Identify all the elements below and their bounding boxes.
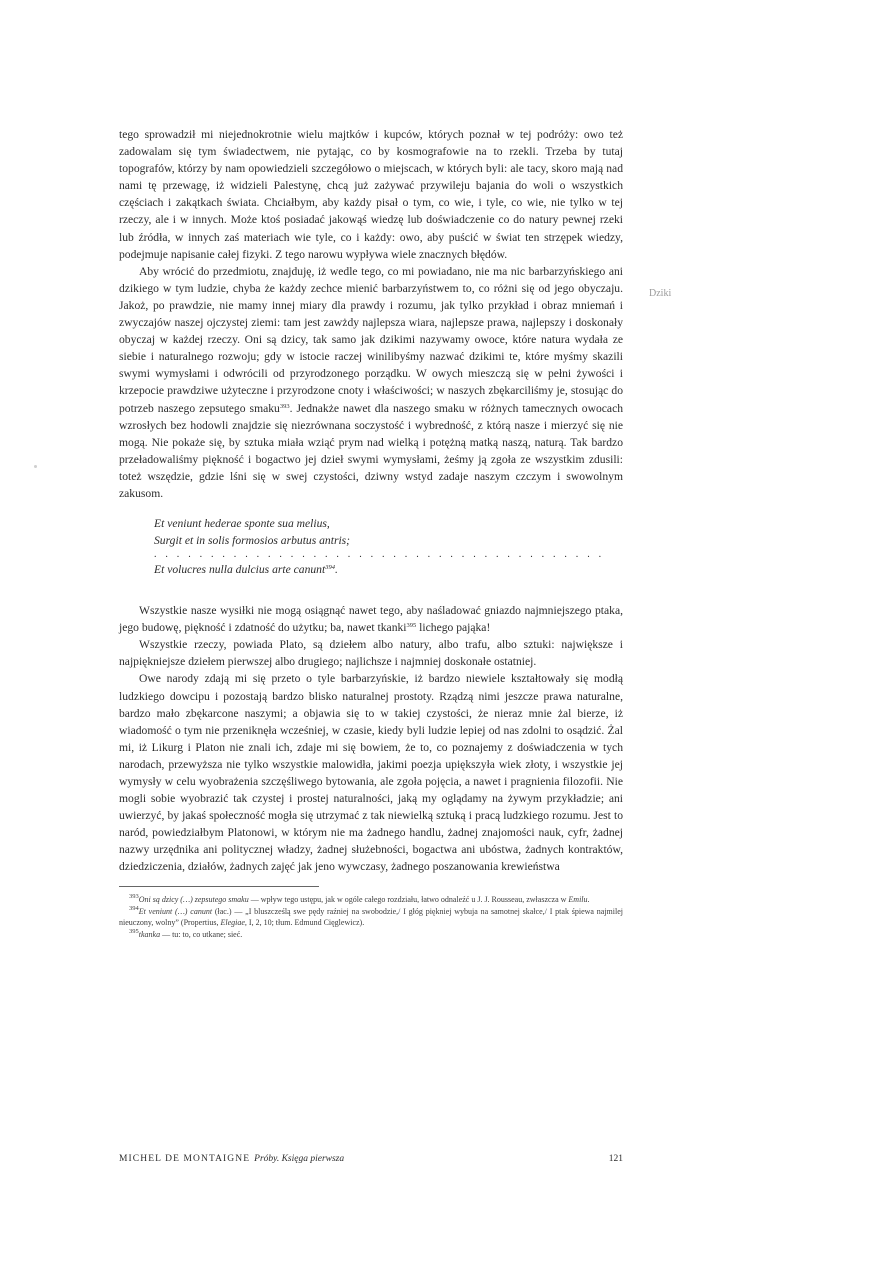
footnote-text: — tu: to, co utkane; sieć. [160, 929, 243, 939]
footnote-ref-394[interactable]: 394 [325, 564, 335, 572]
footnote-end: , I, 2, 10; tłum. Edmund Cięglewicz). [244, 917, 365, 927]
paragraph-5: Owe narody zdają mi się przeto o tyle barbarzyńskie, iż bardzo niewiele kształtowały się modłą ludzkiego dowcipu i pozostają bardzo blisko naturalnej prostoty. Rządzą nimi jeszcze prawa naturalne, bardzo mało zbękarcone naszymi; a objawia się to w takiej czystości, że nieraz mnie żal bierze, iż wiadomość o tym nie przeniknęła wcześniej, w czasie, kiedy byli ludzie lepiej od nas zdolni to osądzić. Żal mi, iż Likurg i Platon nie znali ich, zdaje mi się bowiem, że to, co poznajemy z doświadczenia w tych narodach, przewyższa nie tylko wszystkie malowidła, jakimi poezja upiększyła wiek złoty, i wszystkie jej wymysły w celu wyobrażenia szczęśliwego bytowania, ale zgoła pojęcia, a nawet i pragnienia filozofii. Nie mogli sobie wyobrazić tak czystej i prostej naturalności, jaką my oglądamy na żywym przykładzie; ani uwierzyć, by jakaś społeczność mogła się utrzymać z tak niewielką sztuką i pracą ludzkiego rozumu. Jest to naród, powiedziałbym Platonowi, w którym nie ma żadnego handlu, żadnej znajomości nauk, cyfr, żadnej nazwy urzędnika ani politycznej władzy, żadnej służebności, bogactwa ani ubóstwa, żadnych kontraktów, dziedziczenia, działów, żadnych zajęć jak jeno wywczasy, żadnego poszanowania krewieństwa [119, 672, 623, 874]
footer-title: Próby. Księga pierwsza [254, 1154, 345, 1164]
footnotes [119, 894, 623, 940]
footnote-divider [119, 886, 319, 887]
footnote-text: (łac.) — „I bluszcześlą swe pędy raźniej na swobodzie,/ I głóg piękniej wybuja na samotnej skałce,/ I ptak śpiewa najmilej nieuczony, wolny” (Propertius, [119, 906, 623, 927]
verse-line-2: Surgit et in solis formosios arbutus antris; [154, 534, 351, 548]
footnote-title: Elegiae [220, 917, 245, 927]
latin-verse [154, 515, 623, 578]
footnote-mark: 393 [129, 892, 139, 900]
paper-speck [34, 465, 37, 468]
footnote-end: . [587, 894, 590, 904]
footnote-text: — wpływ tego ustępu, jak w ogóle całego rozdziału, łatwo odnaleźć u J. J. Rousseau, zwłaszcza w [248, 894, 569, 904]
verse-line-1: Et veniunt hederae sponte sua melius, [154, 517, 330, 531]
paragraph-2-text: Aby wrócić do przedmiotu, znajduję, iż wedle tego, co mi powiadano, nie ma nic barbarzyńskiego ani dzikiego w tym ludzie, chyba że każdy zechce mienić barbarzyństwem to, co różni się od jego obyczaju. Jakoż, po prawdzie, nie mamy innej miary dla prawdy i rozumu, jak tylko przykład i obraz mniemań i zwyczajów naszej ojczystej ziemi: tam jest zawżdy najlepsza wiara, najlepsze prawa, najlepszy i doskonały obyczaj w każdej rzeczy. Oni są dzicy, tak samo jak dzikimi nazywamy owoce, które natura wydała ze siebie i naturalnego rozwoju; gdy w istocie raczej winilibyśmy nazwać dzikimi te, które myśmy skazili swymi wymysłami i odwrócili od przyrodzonego porządku. W owych mieszczą się w pełni żywości i krzepocie prawdziwe użyteczne i przyrodzone cnoty i właściwości; w naszych zbękarciliśmy je, stosując do potrzeb naszego zepsutego smaku [119, 264, 623, 415]
verse-line-3: Et volucres nulla dulcius arte canunt$^{394}$. [154, 563, 338, 577]
footnote-mark: 395 [129, 927, 139, 935]
verse-line-3-text: Et volucres nulla dulcius arte canunt [154, 563, 326, 577]
footnote-lemma: tkanka [138, 929, 161, 939]
footnote-395 [119, 929, 623, 940]
paragraph-2: Aby wrócić do przedmiotu, znajduję, iż wedle tego, co mi powiadano, nie ma nic barbarzyńskiego ani dzikiego w tym ludzie, chyba że każdy zechce mienić barbarzyństwem to, co różni się od jego obyczaju. Jakoż, po prawdzie, nie mamy innej miary dla prawdy i rozumu, jak tylko przykład i obraz mniemań i zwyczajów naszej ojczystej ziemi: tam jest zawżdy najlepsza wiara, najlepsze prawa, najlepszy i doskonały obyczaj w każdej rzeczy. Oni są dzicy, tak samo jak dzikimi nazywamy owoce, które natura wydała ze siebie i naturalnego rozwoju; gdy w istocie raczej winilibyśmy nazwać dzikimi te, które myśmy skazili swymi wymysłami i odwrócili od przyrodzonego porządku. W owych mieszczą się w pełni żywości i krzepocie prawdziwe użyteczne i przyrodzone cnoty i właściwości; w naszych zbękarciliśmy je, stosując do potrzeb naszego zepsutego smaku$^{393}$. Jednakże nawet dla naszego smaku w różnych tamecznych owocach wzrosłych bez hodowli znajdzie się niezrównana soczystość i wybredność, z którą nasze i mierzyć się nie mogą. Nie pokaże się, by sztuka miała wziąć prym nad wielką i potężną matką naszą, naturą. Tak bardzo przeładowaliśmy piękność i bogactwo jej dzieł swymi wymysłami, żeśmy ją zgoła ze wszystkim zdusili: toteż wszędzie, gdzie lśni się w swej czystości, dziwny wstyd zadaje naszym czczym i swowolnym zakusom. [119, 264, 624, 500]
paragraph-2-cont: Jednakże nawet dla naszego smaku w różnych tamecznych owocach wzrosłych bez hodowli znajdzie się niezrównana soczystość i wybredność, z którą nasze i mierzyć się nie mogą. Nie pokaże się, by sztuka miała wziąć prym nad wielką i potężną matką naszą, naturą. Tak bardzo przeładowaliśmy piękność i bogactwo jej dzieł swymi wymysłami, żeśmy ją zgoła ze wszystkim zdusili: toteż wszędzie, gdzie lśni się w swej czystości, dziwny wstyd zadaje naszym czczym i swowolnym zakusom. [119, 401, 624, 500]
footer-author: MICHEL DE MONTAIGNE [119, 1154, 251, 1164]
page-number: 121 [608, 1154, 623, 1164]
margin-note: Dziki [649, 288, 672, 299]
paragraph-4: Wszystkie rzeczy, powiada Plato, są dziełem albo natury, albo trafu, albo sztuki: największe i najpiękniejsze dziełem pierwszej albo drugiego; najlichsze i najmniej doskonałe ostatniej. [119, 638, 623, 669]
running-footer [119, 1154, 623, 1164]
footnote-ref-395[interactable]: 395 [406, 622, 417, 630]
footnote-lemma: Oni są dzicy (…) zepsutego smaku [138, 894, 249, 904]
footnote-title: Emilu [568, 894, 588, 904]
main-text [119, 126, 623, 941]
footnote-393 [119, 894, 623, 905]
footnote-394 [119, 906, 623, 928]
footnote-lemma: Et veniunt (…) canunt [138, 906, 213, 916]
paragraph-3-text: Wszystkie nasze wysiłki nie mogą osiągnąć nawet tego, aby naśladować gniazdo najmniejszego ptaka, jego budowę, piękność i zdatność do użytku; ba, nawet tkanki [119, 604, 623, 635]
footnote-mark: 394 [129, 904, 139, 912]
verse-ellipsis: . . . . . . . . . . . . . . . . . . . . . . . . . . . . . . . . . . . . . . . . [154, 549, 605, 561]
section-gap [119, 578, 623, 602]
paragraph-3-end: lichego pająka! [416, 621, 491, 635]
paragraph-1: tego sprowadził mi niejednokrotnie wielu majtków i kupców, których poznał w tej podróży: owo też zadowalam się tym świadectwem, nie pytając, co by kosmografowie na to rzekli. Trzeba by tutaj topografów, którzy by nam opowiedzieli szczegółowo o miejscach, w których byli: ale tacy, skoro mają nad nami tę przewagę, iż widzieli Palestynę, chcą już zażywać przywileju bajania do woli o wszystkich częściach i zakątkach świata. Chciałbym, aby każdy pisał o tym, co wie, i tyle, co wie, nie tylko w tej rzeczy, ale i w innych. Może ktoś posiadać jakowąś wiedzę lub doświadczenie co do natury pewnej rzeki lub źródła, w innych zaś materiach wie tyle, co i każdy: owo, aby puścić w świat ten strzępek wiedzy, podejmuje napisanie całej fizyki. Z tego narowu wypływa wiele znacznych błędów. [119, 128, 623, 261]
footnote-ref-393[interactable]: 393 [279, 402, 290, 410]
paragraph-3 [119, 602, 623, 636]
